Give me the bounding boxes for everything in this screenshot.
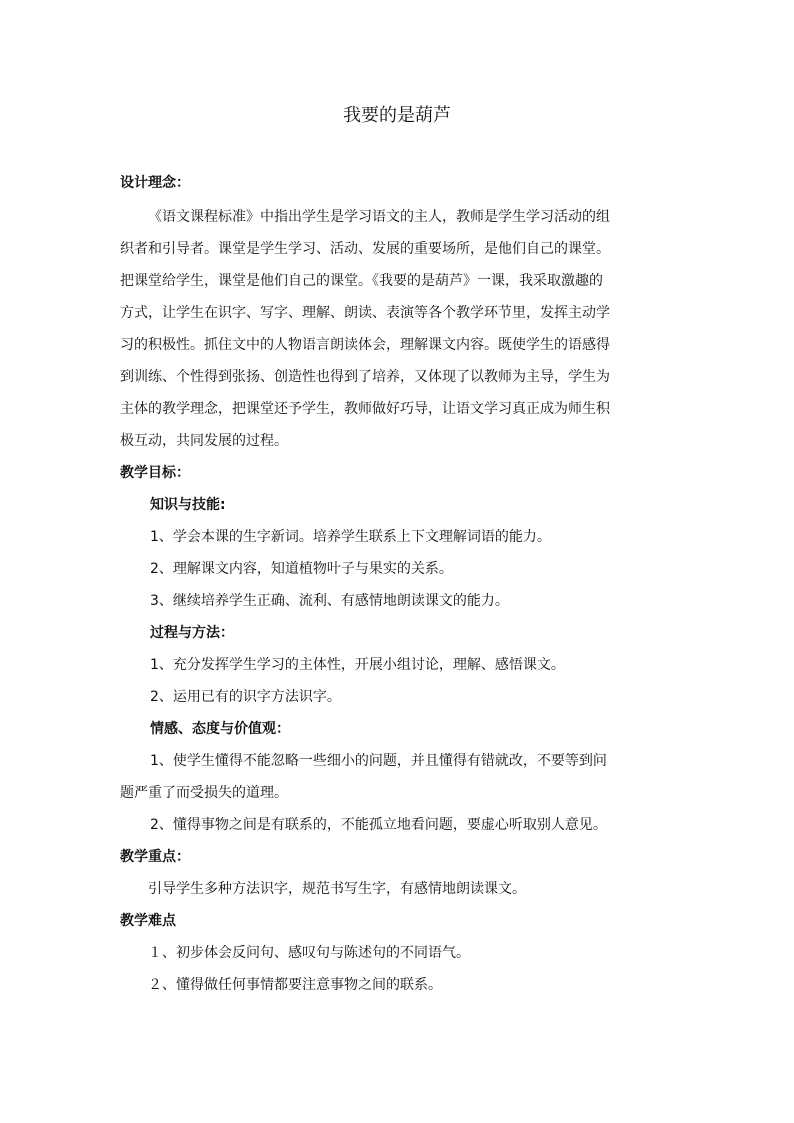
design-concept-line: 习的积极性。抓住文中的人物语言朗读体会，理解课文内容。既使学生的语感得 — [120, 337, 610, 353]
design-concept-line: 到训练、个性得到张扬、创造性也得到了培养，又体现了以教师为主导，学生为 — [120, 369, 610, 385]
process-subheading: 过程与方法： — [150, 625, 234, 641]
emotion-item: 1、使学生懂得不能忽略一些细小的问题，并且懂得有错就改，不要等到问 — [150, 753, 607, 769]
process-item: 1、充分发挥学生学习的主体性，开展小组讨论，理解、感悟课文。 — [150, 657, 565, 673]
design-concept-line: 《语文课程标准》中指出学生是学习语文的主人，教师是学生学习活动的组 — [148, 209, 610, 225]
document-title: 我要的是葫芦 — [343, 105, 451, 126]
emotion-item: 2、懂得事物之间是有联系的，不能孤立地看问题，要虚心听取别人意见。 — [150, 817, 607, 833]
process-item: 2、运用已有的识字方法识字。 — [150, 689, 341, 705]
emotion-item-continuation: 题严重了而受损失的道理。 — [120, 785, 288, 801]
emotion-subheading: 情感、态度与价值观： — [150, 721, 290, 737]
difficulties-item: １、初步体会反问句、感叹句与陈述句的不同语气。 — [148, 945, 470, 961]
design-concept-line: 主体的教学理念，把课堂还予学生，教师做好巧导，让语文学习真正成为师生积 — [120, 401, 610, 417]
key-points-text: 引导学生多种方法识字，规范书写生字，有感情地朗读课文。 — [148, 881, 526, 897]
design-concept-heading: 设计理念： — [120, 175, 190, 191]
knowledge-item: 2、理解课文内容，知道植物叶子与果实的关系。 — [150, 561, 453, 577]
design-concept-line: 把课堂给学生，课堂是他们自己的课堂。《我要的是葫芦》一课，我采取激趣的 — [120, 273, 603, 289]
difficulties-item: ２、懂得做任何事情都要注意事物之间的联系。 — [148, 977, 442, 993]
knowledge-item: 3、继续培养学生正确、流利、有感情地朗读课文的能力。 — [150, 593, 509, 609]
difficulties-heading: 教学难点 — [120, 913, 176, 929]
knowledge-item: 1、学会本课的生字新词。培养学生联系上下文理解词语的能力。 — [150, 529, 551, 545]
knowledge-subheading: 知识与技能: — [150, 497, 226, 513]
design-concept-line: 极互动，共同发展的过程。 — [120, 433, 288, 449]
design-concept-line: 织者和引导者。课堂是学生学习、活动、发展的重要场所，是他们自己的课堂。 — [120, 241, 610, 257]
design-concept-line: 方式，让学生在识字、写字、理解、朗读、表演等各个教学环节里，发挥主动学 — [120, 305, 610, 321]
objectives-heading: 教学目标： — [120, 465, 190, 481]
key-points-heading: 教学重点： — [120, 849, 190, 865]
